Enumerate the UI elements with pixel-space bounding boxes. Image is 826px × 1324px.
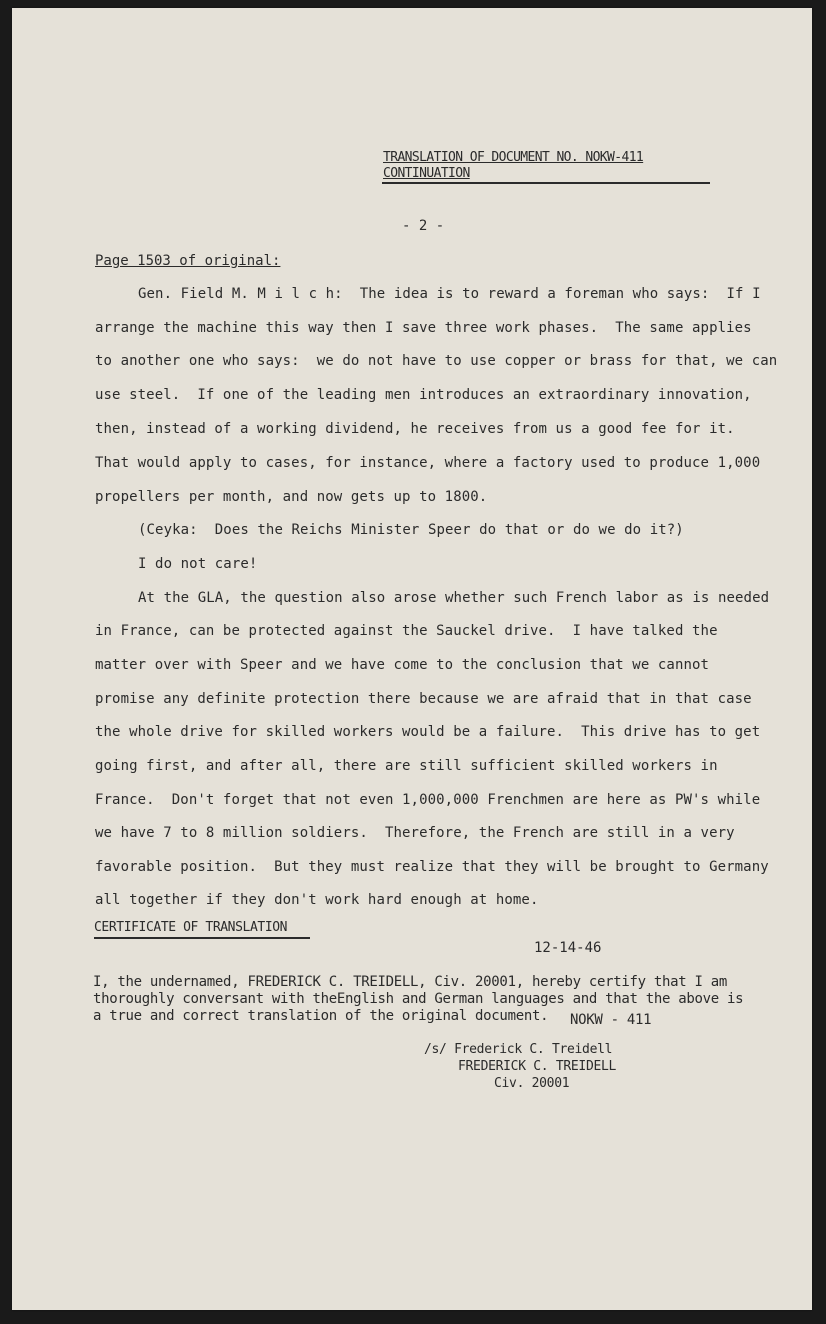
body-line: we have 7 to 8 million soldiers. Therefore, the French are still in a very — [95, 825, 735, 841]
document-title: TRANSLATION OF DOCUMENT NO. NOKW-411 — [383, 150, 644, 165]
body-line: That would apply to cases, for instance, where a factory used to produce 1,000 — [95, 455, 761, 471]
signature-name: FREDERICK C. TREIDELL — [458, 1059, 617, 1074]
body-line: all together if they don't work hard enough at home. — [95, 892, 539, 908]
certificate-heading: CERTIFICATE OF TRANSLATION — [94, 920, 288, 935]
body-line: the whole drive for skilled workers would be a failure. This drive has to get — [95, 724, 761, 740]
body-line: I do not care! — [138, 556, 258, 572]
header-rule — [382, 182, 710, 184]
certificate-date: 12-14-46 — [534, 940, 602, 956]
body-line: going first, and after all, there are still sufficient skilled workers in — [95, 758, 718, 774]
body-line: Gen. Field M. M i l c h: The idea is to reward a foreman who says: If I — [138, 286, 761, 302]
document-reference: NOKW - 411 — [570, 1012, 652, 1028]
body-line: in France, can be protected against the Sauckel drive. I have talked the — [95, 623, 718, 639]
signature-id: Civ. 20001 — [494, 1076, 570, 1091]
body-line: France. Don't forget that not even 1,000,000 Frenchmen are here as PW's while — [95, 792, 761, 808]
section-heading: Page 1503 of original: — [95, 253, 281, 269]
signature-line: /s/ Frederick C. Treidell — [424, 1042, 613, 1057]
document-page — [12, 8, 812, 1310]
body-line: then, instead of a working dividend, he receives from us a good fee for it. — [95, 421, 735, 437]
body-line: to another one who says: we do not have to use copper or brass for that, we can — [95, 353, 778, 369]
body-line: matter over with Speer and we have come to the conclusion that we cannot — [95, 657, 710, 673]
certificate-line: thoroughly conversant with theEnglish and German languages and that the above is — [93, 991, 744, 1007]
body-line: propellers per month, and now gets up to 1800. — [95, 489, 488, 505]
certificate-rule — [94, 937, 310, 939]
body-line: promise any definite protection there because we are afraid that in that case — [95, 691, 752, 707]
body-line: favorable position. But they must realize that they will be brought to Germany — [95, 859, 769, 875]
body-line: use steel. If one of the leading men introduces an extraordinary innovation, — [95, 387, 752, 403]
certificate-line: a true and correct translation of the original document. — [93, 1008, 549, 1024]
body-line: (Ceyka: Does the Reichs Minister Speer do that or do we do it?) — [138, 522, 684, 538]
body-line: arrange the machine this way then I save three work phases. The same applies — [95, 320, 752, 336]
body-line: At the GLA, the question also arose whether such French labor as is needed — [138, 590, 770, 606]
certificate-line: I, the undernamed, FREDERICK C. TREIDELL, Civ. 20001, hereby certify that I am — [93, 974, 728, 990]
page-number: - 2 - — [402, 218, 445, 234]
document-subtitle: CONTINUATION — [383, 166, 470, 181]
